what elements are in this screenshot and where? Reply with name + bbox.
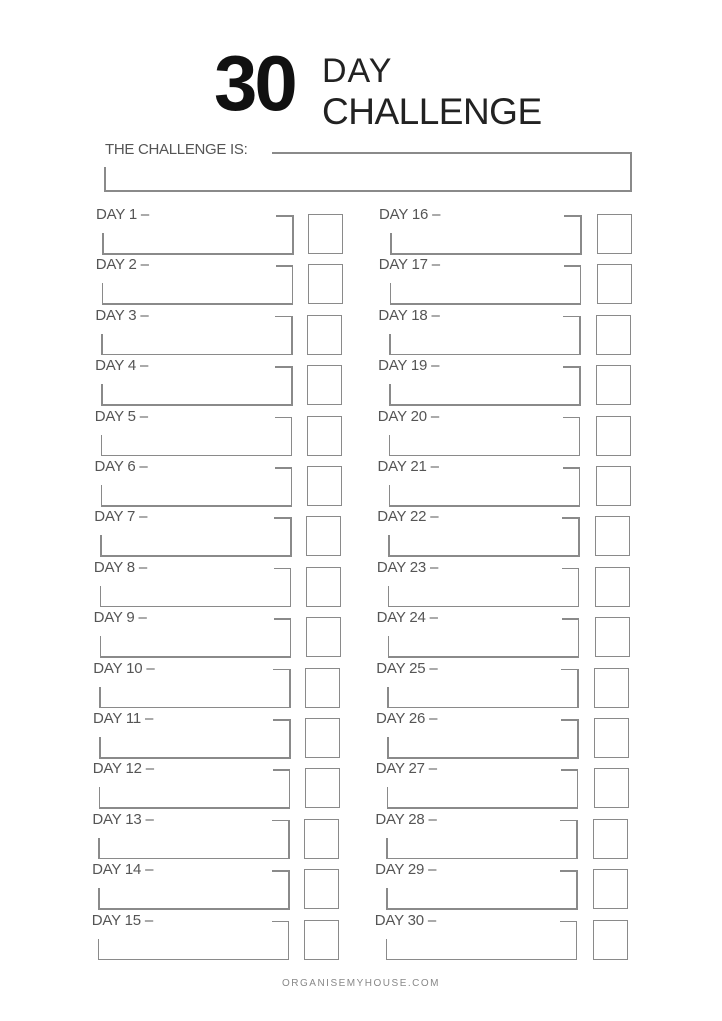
field-right-line (579, 366, 581, 405)
day-label: DAY 23 – (376, 558, 439, 576)
day-label: DAY 21 – (377, 458, 439, 475)
day-checkbox[interactable] (308, 214, 343, 254)
challenge-right-line (630, 152, 632, 192)
field-left-line (100, 636, 102, 657)
field-left-line (100, 535, 102, 556)
day-checkbox[interactable] (595, 567, 630, 607)
field-bottom-line (389, 505, 581, 507)
field-bottom-line (387, 757, 579, 759)
day-label: DAY 13 – (92, 810, 154, 828)
day-label: DAY 15 – (91, 911, 154, 929)
day-label: DAY 27 – (375, 760, 437, 778)
day-label: DAY 18 – (378, 306, 440, 324)
field-right-line (292, 215, 294, 254)
day-checkbox[interactable] (596, 365, 631, 405)
field-right-line (291, 316, 293, 355)
field-left-line (388, 586, 390, 607)
field-right-line (289, 719, 291, 758)
field-left-line (388, 636, 390, 657)
day-checkbox[interactable] (595, 516, 630, 556)
challenge-top-line (272, 152, 632, 154)
field-top-tick (273, 719, 290, 721)
field-top-tick (276, 215, 293, 217)
day-checkbox[interactable] (596, 416, 631, 456)
field-right-line (576, 820, 578, 859)
field-left-line (98, 939, 100, 960)
field-bottom-line (390, 253, 582, 255)
field-left-line (387, 737, 389, 758)
field-bottom-line (101, 505, 293, 507)
field-left-line (387, 687, 389, 708)
field-left-line (386, 888, 388, 909)
field-bottom-line (389, 354, 581, 356)
field-top-tick (560, 921, 577, 923)
field-right-line (288, 820, 290, 859)
field-top-tick (562, 618, 579, 620)
day-checkbox[interactable] (597, 264, 632, 304)
field-left-line (99, 737, 101, 758)
field-left-line (99, 787, 101, 808)
field-right-line (579, 467, 581, 506)
day-checkbox[interactable] (594, 768, 629, 808)
field-top-tick (273, 769, 290, 771)
day-label: DAY 19 – (378, 357, 440, 375)
field-left-line (388, 535, 390, 556)
field-bottom-line (98, 908, 290, 910)
field-bottom-line (390, 303, 582, 305)
field-left-line (101, 334, 103, 355)
day-checkbox[interactable] (304, 920, 339, 960)
field-top-tick (272, 921, 289, 923)
field-right-line (578, 618, 580, 657)
field-bottom-line (101, 455, 293, 457)
challenge-left-line (104, 167, 106, 191)
field-right-line (578, 517, 580, 556)
field-right-line (292, 265, 294, 304)
field-top-tick (275, 316, 292, 318)
field-right-line (577, 669, 579, 708)
field-bottom-line (102, 303, 294, 305)
field-bottom-line (388, 656, 580, 658)
field-left-line (98, 888, 100, 909)
field-bottom-line (386, 959, 578, 961)
title-day: DAY (322, 52, 393, 90)
field-left-line (101, 435, 103, 456)
day-label: DAY 24 – (376, 609, 438, 627)
field-top-tick (561, 769, 578, 771)
field-top-tick (274, 517, 291, 519)
field-top-tick (562, 517, 579, 519)
day-label: DAY 14 – (92, 861, 154, 879)
day-label: DAY 26 – (376, 710, 438, 727)
field-bottom-line (98, 858, 290, 860)
field-bottom-line (388, 555, 580, 557)
day-label: DAY 30 – (374, 911, 437, 929)
field-right-line (291, 467, 293, 506)
day-checkbox[interactable] (307, 416, 342, 456)
day-label: DAY 1 – (96, 206, 150, 223)
field-top-tick (560, 870, 577, 872)
challenge-bottom-line (104, 190, 632, 192)
day-label: DAY 29 – (375, 861, 437, 879)
field-bottom-line (386, 908, 578, 910)
field-left-line (389, 334, 391, 355)
day-checkbox[interactable] (593, 869, 628, 909)
day-checkbox[interactable] (307, 365, 342, 405)
field-right-line (289, 769, 291, 808)
title-number: 30 (214, 39, 295, 127)
day-label: DAY 7 – (94, 508, 148, 526)
day-checkbox[interactable] (305, 768, 340, 808)
day-checkbox[interactable] (304, 819, 339, 859)
field-top-tick (275, 366, 292, 368)
field-right-line (576, 921, 578, 960)
field-left-line (98, 838, 100, 859)
field-bottom-line (389, 455, 581, 457)
field-top-tick (563, 316, 580, 318)
day-checkbox[interactable] (593, 920, 628, 960)
day-checkbox[interactable] (306, 617, 341, 657)
field-right-line (288, 921, 290, 960)
day-label: DAY 20 – (377, 407, 440, 425)
day-checkbox[interactable] (593, 819, 628, 859)
day-checkbox[interactable] (307, 315, 342, 355)
day-label: DAY 11 – (93, 710, 154, 727)
field-right-line (291, 417, 293, 456)
day-label: DAY 6 – (94, 458, 148, 475)
field-right-line (290, 517, 292, 556)
field-top-tick (272, 820, 289, 822)
day-label: DAY 3 – (95, 306, 149, 324)
field-bottom-line (387, 807, 579, 809)
day-label: DAY 16 – (379, 206, 441, 223)
field-top-tick (276, 265, 293, 267)
field-right-line (289, 669, 291, 708)
day-label: DAY 22 – (377, 508, 439, 526)
day-checkbox[interactable] (595, 617, 630, 657)
field-top-tick (274, 568, 291, 570)
field-left-line (386, 939, 388, 960)
day-checkbox[interactable] (594, 668, 629, 708)
field-left-line (100, 586, 102, 607)
day-label: DAY 4 – (95, 357, 149, 375)
field-right-line (291, 366, 293, 405)
field-top-tick (272, 870, 289, 872)
day-checkbox[interactable] (596, 466, 631, 506)
day-checkbox[interactable] (304, 869, 339, 909)
field-left-line (101, 485, 103, 506)
day-label: DAY 2 – (95, 256, 149, 274)
field-bottom-line (100, 555, 292, 557)
field-left-line (386, 838, 388, 859)
field-right-line (578, 568, 580, 607)
day-checkbox[interactable] (308, 264, 343, 304)
day-label: DAY 12 – (92, 760, 154, 778)
field-bottom-line (101, 404, 293, 406)
field-right-line (580, 215, 582, 254)
day-label: DAY 5 – (94, 407, 148, 425)
field-top-tick (563, 366, 580, 368)
field-bottom-line (102, 253, 294, 255)
field-left-line (389, 384, 391, 405)
field-bottom-line (99, 757, 291, 759)
field-bottom-line (100, 606, 292, 608)
field-left-line (102, 233, 104, 254)
field-top-tick (561, 719, 578, 721)
field-top-tick (273, 669, 290, 671)
field-left-line (99, 687, 101, 708)
field-bottom-line (99, 807, 291, 809)
field-left-line (387, 787, 389, 808)
field-right-line (577, 719, 579, 758)
day-checkbox[interactable] (306, 516, 341, 556)
day-checkbox[interactable] (307, 466, 342, 506)
field-bottom-line (388, 606, 580, 608)
field-top-tick (562, 568, 579, 570)
day-checkbox[interactable] (594, 718, 629, 758)
field-bottom-line (389, 404, 581, 406)
field-right-line (290, 568, 292, 607)
day-checkbox[interactable] (306, 567, 341, 607)
field-top-tick (275, 467, 292, 469)
challenge-label: THE CHALLENGE IS: (105, 141, 248, 158)
day-label: DAY 10 – (93, 659, 155, 677)
day-label: DAY 8 – (93, 558, 147, 576)
field-bottom-line (98, 959, 290, 961)
day-label: DAY 17 – (378, 256, 440, 274)
field-left-line (390, 283, 392, 304)
field-right-line (290, 618, 292, 657)
day-checkbox[interactable] (305, 668, 340, 708)
field-right-line (579, 316, 581, 355)
field-top-tick (564, 215, 581, 217)
field-top-tick (560, 820, 577, 822)
field-left-line (390, 233, 392, 254)
day-checkbox[interactable] (305, 718, 340, 758)
field-top-tick (275, 417, 292, 419)
field-top-tick (563, 467, 580, 469)
field-bottom-line (387, 707, 579, 709)
field-bottom-line (99, 707, 291, 709)
footer-url: ORGANISEMYHOUSE.COM (282, 978, 440, 989)
field-left-line (389, 485, 391, 506)
field-left-line (389, 435, 391, 456)
field-bottom-line (386, 858, 578, 860)
field-top-tick (564, 265, 581, 267)
field-right-line (577, 769, 579, 808)
field-right-line (576, 870, 578, 909)
field-bottom-line (101, 354, 293, 356)
field-top-tick (563, 417, 580, 419)
day-checkbox[interactable] (596, 315, 631, 355)
field-right-line (580, 265, 582, 304)
field-right-line (288, 870, 290, 909)
field-top-tick (274, 618, 291, 620)
field-top-tick (561, 669, 578, 671)
field-right-line (579, 417, 581, 456)
field-left-line (102, 283, 104, 304)
field-bottom-line (100, 656, 292, 658)
day-label: DAY 28 – (375, 810, 437, 828)
title-challenge: CHALLENGE (322, 91, 542, 132)
day-label: DAY 25 – (376, 659, 438, 677)
day-checkbox[interactable] (597, 214, 632, 254)
field-left-line (101, 384, 103, 405)
day-label: DAY 9 – (93, 609, 147, 627)
